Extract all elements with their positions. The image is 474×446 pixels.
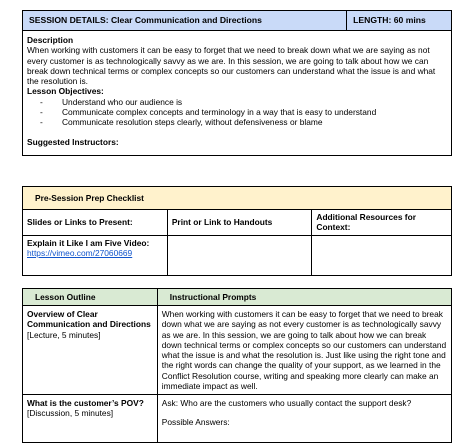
session-description-cell: [23, 31, 452, 156]
prep-resources-cell: [312, 235, 452, 275]
outline-row-meta: [Lecture, 5 minutes]: [27, 329, 101, 340]
video-link[interactable]: https://vimeo.com/27060669: [27, 247, 133, 258]
outline-col-lesson: Lesson Outline: [23, 289, 158, 306]
list-item: - Understand who our audience is: [27, 97, 447, 107]
list-item: - Communicate complex concepts and terminology in a way that is easy to understand: [27, 107, 447, 117]
session-title: SESSION DETAILS: Clear Communication and Directions: [23, 11, 347, 31]
description-text: When working with customers it can be easy to forget that we need to break down what we are saying as not every customer is as technologically savvy as we are. In this session, we are going to talk about how we can break down technical terms or complex concepts so our customers can understand what the issue is and what the resolution is.: [27, 45, 436, 86]
prep-checklist-table: [22, 186, 452, 276]
prep-col-slides: Slides or Links to Present:: [23, 210, 168, 236]
objectives-list: [27, 97, 447, 128]
outline-row-prompt: When working with customers it can be easy to forget that we need to break down what we are saying as not every customer is as technologically savvy as we are. In this session, we are going to talk about how we can break down technical terms or complex concepts so our customers can understand what the issue is and what the resolution is. Just like using the right tone and the right words can change the quality of your support, as we learned in the Conflict Resolution course, writing and speaking more clearly can make an immediate impact as well.: [157, 306, 451, 395]
prep-handouts-cell: [167, 235, 312, 275]
outline-row-meta: [Discussion, 5 minutes]: [27, 408, 114, 419]
outline-row-prompt: Ask: Who are the customers who usually contact the support desk?: [161, 398, 412, 408]
session-details-table: [22, 10, 452, 156]
prep-col-resources: Additional Resources for Context:: [312, 210, 452, 236]
instructors-label: Suggested Instructors:: [27, 137, 119, 148]
outline-row-prompt-cell: [157, 395, 451, 443]
outline-row-title: Overview of Clear Communication and Directions: [27, 309, 151, 330]
description-label: Description: [27, 35, 74, 45]
outline-row-title: What is the customer’s POV?: [27, 398, 144, 408]
objectives-label: Lesson Objectives:: [27, 86, 104, 97]
prep-col-handouts: Print or Link to Handouts: [167, 210, 312, 236]
session-length: LENGTH: 60 mins: [347, 11, 452, 31]
video-title: Explain it Like I am Five Video:: [27, 237, 150, 248]
table-row: [23, 306, 158, 395]
table-row: [23, 395, 158, 443]
lesson-outline-table: [22, 288, 452, 443]
prep-title: Pre-Session Prep Checklist: [23, 187, 452, 210]
prep-slides-cell: [23, 235, 168, 275]
outline-row-prompt-answers: Possible Answers:: [161, 417, 230, 428]
list-item: - Communicate resolution steps clearly, without defensiveness or blame: [27, 117, 447, 127]
outline-col-prompts: Instructional Prompts: [157, 289, 451, 306]
